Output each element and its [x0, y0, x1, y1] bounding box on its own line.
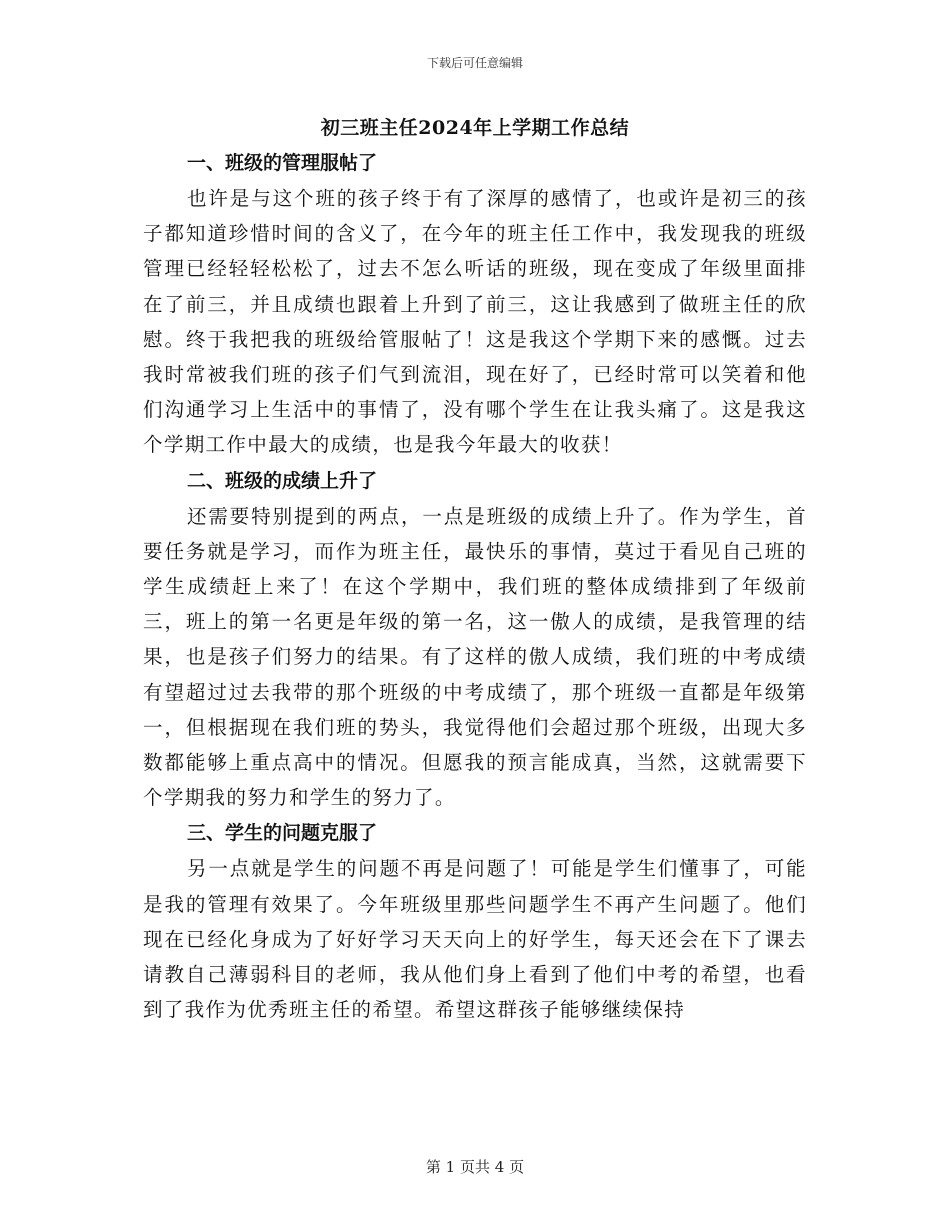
- section-paragraph: 另一点就是学生的问题不再是问题了！可能是学生们懂事了，可能是我的管理有效果了。今年班级里那些问题学生不再产生问题了。他们现在已经化身成为了好好学习天天向上的好学生，每天还会在下了课去请教自己薄弱科目的老师，我从他们身上看到了他们中考的希望，也看到了我作为优秀班主任的希望。希望这群孩子能够继续保持: [143, 857, 807, 1022]
- section-paragraph: 还需要特别提到的两点，一点是班级的成绩上升了。作为学生，首要任务就是学习，而作为班主任，最快乐的事情，莫过于看见自己班的学生成绩赶上来了！在这个学期中，我们班的整体成绩排到了年级前三，班上的第一名更是年级的第一名，这一傲人的成绩，是我管理的结果，也是孩子们努力的结果。有了这样的傲人成绩，我们班的中考成绩有望超过过去我带的那个班级的中考成绩了，那个班级一直都是年级第一，但根据现在我们班的势头，我觉得他们会超过那个班级，出现大多数都能够上重点高中的情况。但愿我的预言能成真，当然，这就需要下个学期我的努力和学生的努力了。: [143, 504, 807, 810]
- section-heading: 二、班级的成绩上升了: [187, 469, 378, 492]
- section-3: [143, 815, 807, 1027]
- header-note: 下载后可任意编辑: [426, 56, 523, 70]
- document-body: [143, 145, 807, 1027]
- page-number: 第 1 页共 4 页: [425, 1158, 525, 1176]
- section-1: [143, 145, 807, 463]
- section-heading: 一、班级的管理服帖了: [187, 152, 378, 174]
- document-title: 初三班主任2024年上学期工作总结: [320, 117, 630, 139]
- section-2: [143, 463, 807, 816]
- section-paragraph: 也许是与这个班的孩子终于有了深厚的感情了，也或许是初三的孩子都知道珍惜时间的含义了，在今年的班主任工作中，我发现我的班级管理已经轻轻松松了，过去不怎么听话的班级，现在变成了年级里面排在了前三，并且成绩也跟着上升到了前三，这让我感到了做班主任的欣慰。终于我把我的班级给管服帖了！这是我这个学期下来的感慨。过去我时常被我们班的孩子们气到流泪，现在好了，已经时常可以笑着和他们沟通学习上生活中的事情了，没有哪个学生在让我头痛了。这是我这个学期工作中最大的成绩，也是我今年最大的收获！: [143, 187, 807, 457]
- section-heading: 三、学生的问题克服了: [187, 822, 378, 845]
